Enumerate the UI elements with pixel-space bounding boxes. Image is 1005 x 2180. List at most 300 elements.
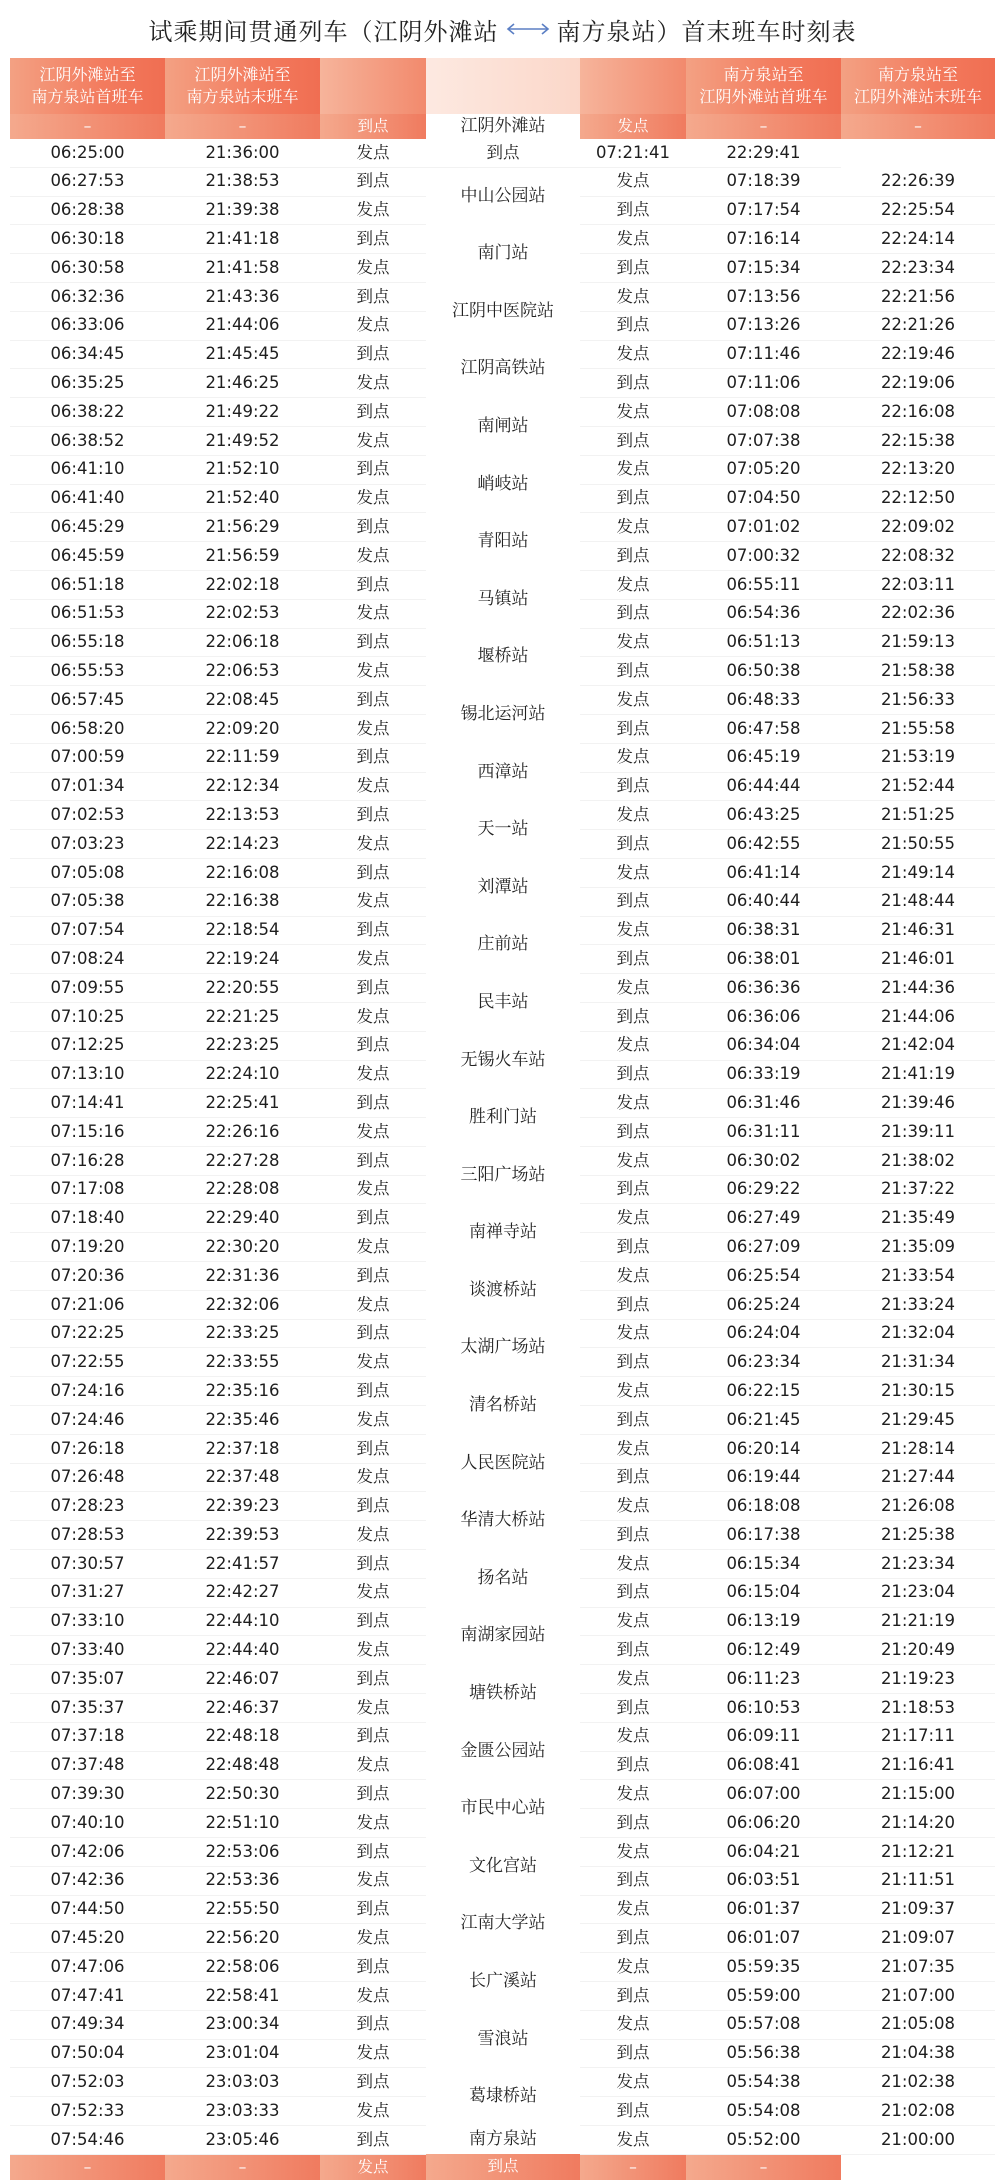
cell-left-type: 到点 — [320, 1838, 426, 1867]
cell-right-last: 21:33:54 — [841, 1262, 995, 1291]
cell-left-first: 07:42:06 — [10, 1838, 165, 1867]
foot-arrive: 到点 — [426, 2154, 580, 2180]
cell-right-type: 发点 — [580, 628, 686, 657]
cell-right-first: 05:57:08 — [686, 2010, 841, 2039]
cell-right-type: 发点 — [580, 1665, 686, 1694]
cell-right-type: 到点 — [580, 1751, 686, 1780]
cell-right-type: 到点 — [580, 945, 686, 974]
cell-left-first: 07:28:53 — [10, 1521, 165, 1550]
cell-left-type: 到点 — [320, 1434, 426, 1463]
cell-left-last: 22:50:30 — [165, 1780, 320, 1809]
cell-right-last: 21:38:02 — [841, 1146, 995, 1175]
cell-right-type: 发点 — [580, 570, 686, 599]
cell-right-type: 发点 — [580, 1089, 686, 1118]
cell-right-first: 06:08:41 — [686, 1751, 841, 1780]
cell-right-first: 06:11:23 — [686, 1665, 841, 1694]
cell-right-last: 21:31:34 — [841, 1348, 995, 1377]
cell-right-first: 06:55:11 — [686, 570, 841, 599]
cell-left-type: 到点 — [320, 1319, 426, 1348]
cell-left-type: 发点 — [320, 2039, 426, 2068]
cell-left-type: 到点 — [320, 1089, 426, 1118]
cell-left-last: 22:21:25 — [165, 1002, 320, 1031]
cell-right-type: 发点 — [580, 743, 686, 772]
cell-left-last: 21:41:58 — [165, 254, 320, 283]
cell-right-type: 发点 — [580, 801, 686, 830]
table-row — [10, 2125, 995, 2154]
cell-left-first: 07:24:16 — [10, 1377, 165, 1406]
cell-right-last: 22:29:41 — [686, 139, 841, 167]
cell-right-last: 21:00:00 — [841, 2125, 995, 2154]
station-name: 市民中心站 — [426, 1780, 580, 1838]
station-name: 胜利门站 — [426, 1089, 580, 1147]
cell-right-type: 发点 — [580, 513, 686, 542]
cell-right-type: 到点 — [580, 1060, 686, 1089]
cell-left-type: 发点 — [320, 254, 426, 283]
cell-left-last: 22:23:25 — [165, 1031, 320, 1060]
cell-left-type: 到点 — [320, 225, 426, 254]
cell-right-type: 发点 — [580, 1262, 686, 1291]
cell-right-type: 发点 — [580, 1838, 686, 1867]
cell-right-last: 21:44:06 — [841, 1002, 995, 1031]
cell-right-first: 06:15:04 — [686, 1578, 841, 1607]
cell-right-first: 06:18:08 — [686, 1492, 841, 1521]
cell-left-type: 到点 — [320, 974, 426, 1003]
cell-right-first: 06:43:25 — [686, 801, 841, 830]
cell-right-first: 06:10:53 — [686, 1694, 841, 1723]
cell-left-last: 22:14:23 — [165, 830, 320, 859]
cell-right-first: 06:27:49 — [686, 1204, 841, 1233]
cell-right-type: 到点 — [580, 714, 686, 743]
cell-right-type: 到点 — [580, 1982, 686, 2011]
cell-right-last: 22:12:50 — [841, 484, 995, 513]
station-name: 雪浪站 — [426, 2010, 580, 2068]
sub-dash: – — [686, 114, 841, 139]
station-name: 南方泉站 — [426, 2125, 580, 2154]
cell-right-first: 06:33:19 — [686, 1060, 841, 1089]
cell-left-first: 07:52:33 — [10, 2097, 165, 2126]
cell-left-last: 22:29:40 — [165, 1204, 320, 1233]
cell-right-type: 到点 — [580, 196, 686, 225]
header-blank-left — [320, 58, 426, 114]
cell-right-first: 06:01:37 — [686, 1895, 841, 1924]
cell-left-type: 到点 — [320, 1722, 426, 1751]
table-row — [10, 1089, 995, 1118]
cell-right-last: 21:07:00 — [841, 1982, 995, 2011]
cell-left-type: 发点 — [320, 887, 426, 916]
cell-right-type: 到点 — [580, 1118, 686, 1147]
cell-left-type: 到点 — [320, 858, 426, 887]
cell-right-last: 21:09:07 — [841, 1924, 995, 1953]
cell-right-type: 到点 — [426, 139, 580, 167]
cell-right-type: 发点 — [580, 1895, 686, 1924]
cell-left-first: 07:40:10 — [10, 1809, 165, 1838]
cell-right-type: 到点 — [580, 1175, 686, 1204]
cell-right-last: 21:39:46 — [841, 1089, 995, 1118]
cell-right-last: 21:35:09 — [841, 1233, 995, 1262]
foot-dash: – — [10, 2154, 165, 2180]
cell-right-last: 21:07:35 — [841, 1953, 995, 1982]
page-title — [0, 0, 1005, 58]
table-row — [10, 1031, 995, 1060]
cell-right-last: 21:27:44 — [841, 1463, 995, 1492]
cell-right-last: 22:08:32 — [841, 542, 995, 571]
station-name: 华清大桥站 — [426, 1492, 580, 1550]
station-name: 庄前站 — [426, 916, 580, 974]
cell-left-last: 22:46:37 — [165, 1694, 320, 1723]
cell-left-type: 到点 — [320, 628, 426, 657]
cell-left-first: 07:18:40 — [10, 1204, 165, 1233]
cell-left-first: 06:25:00 — [10, 139, 165, 167]
cell-left-last: 21:45:45 — [165, 340, 320, 369]
cell-left-last: 22:11:59 — [165, 743, 320, 772]
cell-left-last: 22:16:08 — [165, 858, 320, 887]
cell-right-type: 发点 — [580, 1722, 686, 1751]
cell-left-first: 06:30:18 — [10, 225, 165, 254]
cell-left-type: 到点 — [320, 916, 426, 945]
cell-left-last: 22:53:36 — [165, 1866, 320, 1895]
subheader-row — [10, 114, 995, 139]
cell-right-first: 07:07:38 — [686, 426, 841, 455]
cell-right-first: 06:21:45 — [686, 1406, 841, 1435]
cell-right-last: 21:21:19 — [841, 1607, 995, 1636]
cell-left-first: 07:33:40 — [10, 1636, 165, 1665]
station-name: 南闸站 — [426, 398, 580, 456]
cell-left-type: 到点 — [320, 2068, 426, 2097]
cell-right-first: 06:34:04 — [686, 1031, 841, 1060]
header-blank-right — [580, 58, 686, 114]
cell-right-last: 21:23:04 — [841, 1578, 995, 1607]
cell-right-last: 21:49:14 — [841, 858, 995, 887]
cell-right-first: 05:54:08 — [686, 2097, 841, 2126]
cell-left-first: 07:14:41 — [10, 1089, 165, 1118]
cell-left-first: 06:28:38 — [10, 196, 165, 225]
cell-left-type: 到点 — [320, 1492, 426, 1521]
cell-left-first: 06:51:53 — [10, 599, 165, 628]
table-row — [10, 2010, 995, 2039]
cell-left-last: 22:31:36 — [165, 1262, 320, 1291]
cell-right-last: 22:03:11 — [841, 570, 995, 599]
cell-left-last: 22:06:18 — [165, 628, 320, 657]
cell-right-type: 发点 — [580, 1204, 686, 1233]
cell-left-type: 发点 — [320, 1406, 426, 1435]
station-name: 南门站 — [426, 225, 580, 283]
cell-left-type: 发点 — [320, 1002, 426, 1031]
cell-left-type: 到点 — [320, 1550, 426, 1579]
table-row — [10, 1665, 995, 1694]
cell-left-type: 发点 — [320, 484, 426, 513]
table-row — [10, 1262, 995, 1291]
sub-depart: 发点 — [580, 114, 686, 139]
cell-left-last: 22:56:20 — [165, 1924, 320, 1953]
cell-right-first: 07:16:14 — [686, 225, 841, 254]
timetable-body — [10, 139, 995, 2154]
table-row — [10, 282, 995, 311]
cell-right-last: 21:55:58 — [841, 714, 995, 743]
cell-right-type: 到点 — [580, 1406, 686, 1435]
table-row — [10, 2068, 995, 2097]
cell-right-last: 21:18:53 — [841, 1694, 995, 1723]
table-row — [10, 1146, 995, 1175]
foot-dash: – — [580, 2154, 686, 2180]
table-row — [10, 1319, 995, 1348]
cell-left-last: 21:49:52 — [165, 426, 320, 455]
foot-dash: – — [165, 2154, 320, 2180]
cell-left-last: 22:20:55 — [165, 974, 320, 1003]
cell-right-type: 发点 — [580, 340, 686, 369]
cell-left-last: 22:26:16 — [165, 1118, 320, 1147]
header-right-first: 南方泉站至 江阴外滩站首班车 — [686, 58, 841, 114]
cell-left-last: 22:58:06 — [165, 1953, 320, 1982]
cell-left-last: 23:03:33 — [165, 2097, 320, 2126]
cell-right-last: 22:15:38 — [841, 426, 995, 455]
cell-right-first: 07:13:26 — [686, 311, 841, 340]
cell-left-type: 到点 — [320, 1204, 426, 1233]
cell-right-last: 21:46:01 — [841, 945, 995, 974]
cell-right-type: 到点 — [580, 1694, 686, 1723]
table-row — [10, 916, 995, 945]
cell-left-last: 21:52:10 — [165, 455, 320, 484]
cell-left-type: 发点 — [320, 1348, 426, 1377]
cell-right-first: 06:17:38 — [686, 1521, 841, 1550]
cell-left-type: 发点 — [320, 1982, 426, 2011]
cell-left-first: 06:51:18 — [10, 570, 165, 599]
cell-right-type: 到点 — [580, 2039, 686, 2068]
cell-left-type: 发点 — [320, 1751, 426, 1780]
cell-left-first: 07:02:53 — [10, 801, 165, 830]
cell-left-last: 22:46:07 — [165, 1665, 320, 1694]
cell-left-type: 发点 — [320, 1060, 426, 1089]
cell-left-type: 到点 — [320, 1780, 426, 1809]
cell-right-last: 22:25:54 — [841, 196, 995, 225]
cell-right-type: 发点 — [580, 1550, 686, 1579]
cell-left-first: 07:49:34 — [10, 2010, 165, 2039]
footer-row — [10, 2154, 995, 2180]
cell-right-first: 05:59:35 — [686, 1953, 841, 1982]
cell-left-first: 07:30:57 — [10, 1550, 165, 1579]
cell-right-first: 06:20:14 — [686, 1434, 841, 1463]
table-row — [10, 1953, 995, 1982]
station-name: 金匮公园站 — [426, 1722, 580, 1780]
station-name: 文化宫站 — [426, 1838, 580, 1896]
cell-left-last: 21:41:18 — [165, 225, 320, 254]
cell-left-type: 发点 — [320, 830, 426, 859]
station-name: 太湖广场站 — [426, 1319, 580, 1377]
cell-left-type: 发点 — [320, 542, 426, 571]
cell-left-type: 发点 — [320, 772, 426, 801]
cell-right-first: 05:54:38 — [686, 2068, 841, 2097]
cell-right-first: 06:09:11 — [686, 1722, 841, 1751]
station-name: 人民医院站 — [426, 1434, 580, 1492]
table-row — [10, 1434, 995, 1463]
cell-right-first: 06:27:09 — [686, 1233, 841, 1262]
cell-right-last: 21:53:19 — [841, 743, 995, 772]
cell-right-first: 06:38:01 — [686, 945, 841, 974]
cell-right-type: 到点 — [580, 887, 686, 916]
cell-right-last: 21:35:49 — [841, 1204, 995, 1233]
cell-right-type: 发点 — [580, 1434, 686, 1463]
cell-right-type: 到点 — [580, 311, 686, 340]
cell-left-last: 22:28:08 — [165, 1175, 320, 1204]
sub-dash: – — [10, 114, 165, 139]
cell-right-last: 22:23:34 — [841, 254, 995, 283]
station-name: 江南大学站 — [426, 1895, 580, 1953]
table-row — [10, 1377, 995, 1406]
cell-left-last: 22:06:53 — [165, 657, 320, 686]
cell-right-last: 21:52:44 — [841, 772, 995, 801]
cell-left-last: 22:18:54 — [165, 916, 320, 945]
table-row — [10, 1895, 995, 1924]
cell-left-first: 07:24:46 — [10, 1406, 165, 1435]
cell-left-type: 到点 — [320, 1607, 426, 1636]
table-row — [10, 1492, 995, 1521]
table-row — [10, 743, 995, 772]
header-blank-station — [426, 58, 580, 114]
cell-right-first: 07:17:54 — [686, 196, 841, 225]
cell-left-last: 21:38:53 — [165, 167, 320, 196]
cell-left-type: 发点 — [320, 1694, 426, 1723]
foot-depart: 发点 — [320, 2154, 426, 2180]
cell-left-type: 发点 — [320, 1578, 426, 1607]
cell-left-type: 到点 — [320, 1146, 426, 1175]
cell-right-type: 发点 — [580, 225, 686, 254]
cell-left-first: 07:44:50 — [10, 1895, 165, 1924]
station-name: 民丰站 — [426, 974, 580, 1032]
title-suffix: 南方泉站）首末班车时刻表 — [556, 17, 857, 46]
cell-left-first: 06:35:25 — [10, 369, 165, 398]
cell-left-first: 07:16:28 — [10, 1146, 165, 1175]
cell-left-type: 到点 — [320, 1262, 426, 1291]
cell-left-type: 发点 — [320, 311, 426, 340]
cell-left-last: 21:56:29 — [165, 513, 320, 542]
cell-left-first: 07:37:48 — [10, 1751, 165, 1780]
station-name: 塘铁桥站 — [426, 1665, 580, 1723]
cell-right-first: 05:52:00 — [686, 2125, 841, 2154]
cell-left-type: 发点 — [320, 369, 426, 398]
cell-left-last: 22:48:18 — [165, 1722, 320, 1751]
cell-left-last: 22:35:16 — [165, 1377, 320, 1406]
station-name: 长广溪站 — [426, 1953, 580, 2011]
cell-right-type: 发点 — [580, 1492, 686, 1521]
table-row — [10, 628, 995, 657]
cell-right-last: 21:37:22 — [841, 1175, 995, 1204]
cell-left-first: 06:33:06 — [10, 311, 165, 340]
station-name: 马镇站 — [426, 570, 580, 628]
cell-left-first: 06:45:59 — [10, 542, 165, 571]
cell-left-type: 到点 — [320, 1895, 426, 1924]
cell-left-type: 发点 — [320, 139, 426, 167]
cell-left-first: 07:17:08 — [10, 1175, 165, 1204]
cell-right-type: 到点 — [580, 1521, 686, 1550]
cell-left-first: 07:26:18 — [10, 1434, 165, 1463]
station-name: 南湖家园站 — [426, 1607, 580, 1665]
cell-left-first: 07:45:20 — [10, 1924, 165, 1953]
cell-right-type: 发点 — [580, 167, 686, 196]
cell-right-type: 到点 — [580, 542, 686, 571]
cell-right-first: 06:42:55 — [686, 830, 841, 859]
cell-right-first: 06:31:11 — [686, 1118, 841, 1147]
cell-left-type: 发点 — [320, 1636, 426, 1665]
cell-right-last: 21:04:38 — [841, 2039, 995, 2068]
cell-right-first: 06:07:00 — [686, 1780, 841, 1809]
cell-right-last: 21:33:24 — [841, 1290, 995, 1319]
cell-right-first: 05:59:00 — [686, 1982, 841, 2011]
cell-left-last: 22:51:10 — [165, 1809, 320, 1838]
cell-right-first: 06:51:13 — [686, 628, 841, 657]
cell-left-last: 22:39:53 — [165, 1521, 320, 1550]
cell-left-first: 07:00:59 — [10, 743, 165, 772]
cell-left-last: 22:19:24 — [165, 945, 320, 974]
cell-left-last: 23:03:03 — [165, 2068, 320, 2097]
table-row — [10, 167, 995, 196]
cell-right-first: 06:24:04 — [686, 1319, 841, 1348]
cell-left-first: 06:45:29 — [10, 513, 165, 542]
table-row — [10, 1550, 995, 1579]
table-row — [10, 801, 995, 830]
cell-right-type: 到点 — [580, 254, 686, 283]
cell-left-first: 07:12:25 — [10, 1031, 165, 1060]
table-row — [10, 858, 995, 887]
cell-left-first: 07:07:54 — [10, 916, 165, 945]
cell-left-first: 07:15:16 — [10, 1118, 165, 1147]
table-row — [10, 1838, 995, 1867]
cell-right-type: 到点 — [580, 1866, 686, 1895]
cell-right-first: 06:50:38 — [686, 657, 841, 686]
cell-right-last: 21:19:23 — [841, 1665, 995, 1694]
cell-left-first: 07:21:06 — [10, 1290, 165, 1319]
cell-right-type: 到点 — [580, 1233, 686, 1262]
cell-right-last: 21:39:11 — [841, 1118, 995, 1147]
cell-left-first: 07:50:04 — [10, 2039, 165, 2068]
table-row — [10, 1780, 995, 1809]
cell-right-type: 到点 — [580, 1290, 686, 1319]
cell-right-first: 06:25:24 — [686, 1290, 841, 1319]
cell-right-last: 21:05:08 — [841, 2010, 995, 2039]
cell-right-last: 22:19:06 — [841, 369, 995, 398]
cell-left-first: 07:05:08 — [10, 858, 165, 887]
cell-left-type: 发点 — [320, 1521, 426, 1550]
cell-left-first: 07:22:55 — [10, 1348, 165, 1377]
cell-right-last: 21:14:20 — [841, 1809, 995, 1838]
cell-right-last: 22:13:20 — [841, 455, 995, 484]
cell-left-type: 到点 — [320, 570, 426, 599]
station-name: 谈渡桥站 — [426, 1262, 580, 1320]
sub-dash: – — [841, 114, 995, 139]
cell-right-last: 22:21:26 — [841, 311, 995, 340]
cell-right-type: 到点 — [580, 484, 686, 513]
cell-right-type: 到点 — [580, 369, 686, 398]
station-name: 扬名站 — [426, 1550, 580, 1608]
cell-left-type: 发点 — [320, 1924, 426, 1953]
cell-left-first: 07:52:03 — [10, 2068, 165, 2097]
cell-left-last: 22:24:10 — [165, 1060, 320, 1089]
cell-left-last: 22:02:18 — [165, 570, 320, 599]
cell-left-last: 22:33:55 — [165, 1348, 320, 1377]
table-row — [10, 225, 995, 254]
cell-right-last: 21:26:08 — [841, 1492, 995, 1521]
cell-right-first: 06:22:15 — [686, 1377, 841, 1406]
cell-left-last: 22:25:41 — [165, 1089, 320, 1118]
cell-left-last: 23:01:04 — [165, 2039, 320, 2068]
cell-right-type: 到点 — [580, 1463, 686, 1492]
cell-left-type: 到点 — [320, 1953, 426, 1982]
cell-left-type: 发点 — [320, 1809, 426, 1838]
cell-right-type: 发点 — [580, 858, 686, 887]
cell-right-type: 发点 — [580, 282, 686, 311]
cell-right-type: 发点 — [580, 1031, 686, 1060]
cell-left-type: 到点 — [320, 340, 426, 369]
cell-left-first: 07:10:25 — [10, 1002, 165, 1031]
cell-left-type: 发点 — [320, 196, 426, 225]
